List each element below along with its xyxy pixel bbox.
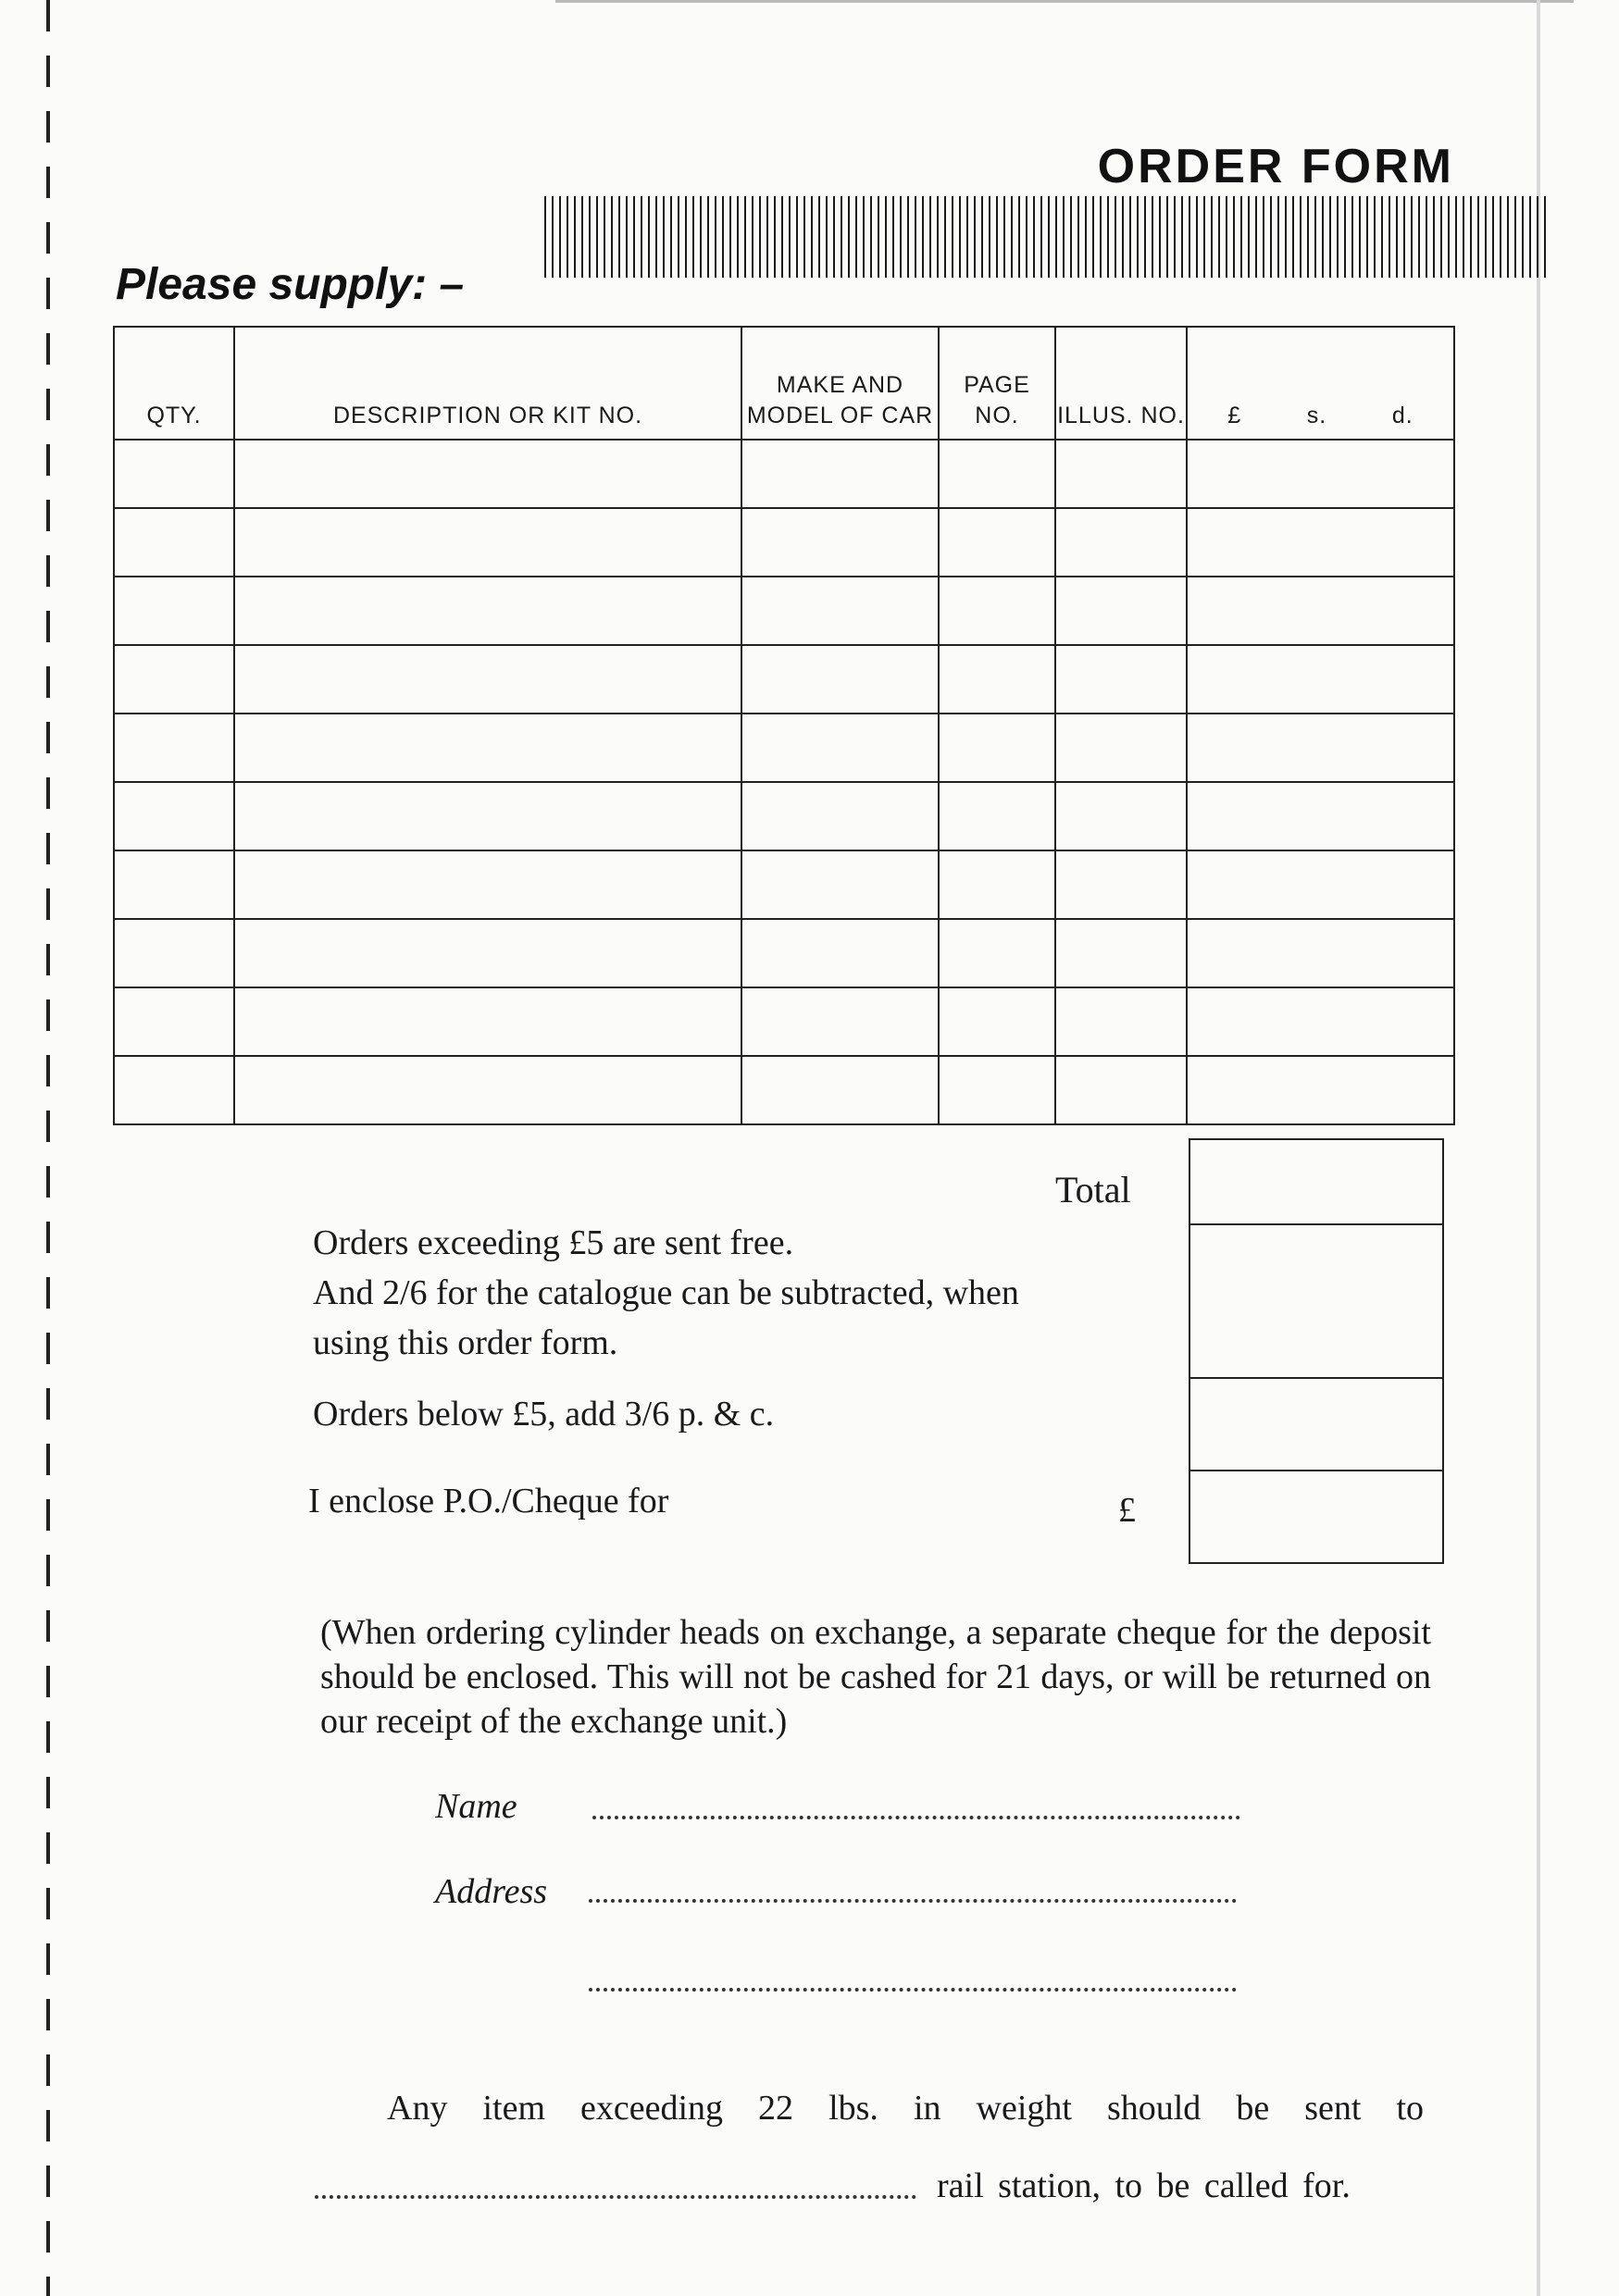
make-model-cell[interactable] — [741, 987, 939, 1056]
description-cell[interactable] — [234, 782, 741, 850]
rail-station-field[interactable] — [315, 2195, 916, 2199]
table-row — [114, 782, 1454, 850]
illus-no-cell[interactable] — [1055, 577, 1187, 645]
price-cell[interactable] — [1187, 577, 1454, 645]
table-row — [114, 714, 1454, 782]
catalogue-note-line1: And 2/6 for the catalogue can be subtracted, when — [313, 1273, 1019, 1312]
address-field-line1[interactable] — [589, 1899, 1237, 1903]
price-cell[interactable] — [1187, 508, 1454, 577]
page-no-cell[interactable] — [939, 577, 1055, 645]
illus-no-cell[interactable] — [1055, 850, 1187, 919]
table-row — [114, 577, 1454, 645]
name-label: Name — [435, 1787, 517, 1826]
page-no-cell[interactable] — [939, 645, 1055, 714]
description-cell[interactable] — [234, 508, 741, 577]
weight-note-line1: Any item exceeding 22 lbs. in weight should be sent to — [387, 2089, 1424, 2128]
address-label: Address — [435, 1872, 548, 1911]
page-no-cell[interactable] — [939, 440, 1055, 508]
page-no-cell[interactable] — [939, 987, 1055, 1056]
illus-no-cell[interactable] — [1055, 782, 1187, 850]
page-no-cell[interactable] — [939, 850, 1055, 919]
illus-no-cell[interactable] — [1055, 1056, 1187, 1124]
name-field[interactable] — [592, 1816, 1240, 1819]
description-cell[interactable] — [234, 1056, 741, 1124]
description-cell[interactable] — [234, 577, 741, 645]
table-row — [114, 440, 1454, 508]
make-model-cell[interactable] — [741, 850, 939, 919]
qty-cell[interactable] — [114, 508, 234, 577]
make-model-cell[interactable] — [741, 1056, 939, 1124]
illus-no-cell[interactable] — [1055, 645, 1187, 714]
price-cell[interactable] — [1187, 440, 1454, 508]
make-model-cell[interactable] — [741, 508, 939, 577]
qty-cell[interactable] — [114, 987, 234, 1056]
enclose-label: I enclose P.O./Cheque for — [308, 1482, 669, 1520]
make-model-cell[interactable] — [741, 782, 939, 850]
page-top-edge — [555, 0, 1574, 3]
price-cell[interactable] — [1187, 645, 1454, 714]
enclosed-amount-box[interactable] — [1189, 1470, 1444, 1564]
qty-cell[interactable] — [114, 714, 234, 782]
page-no-header: PAGE NO. — [939, 327, 1055, 440]
perforation-edge — [46, 0, 50, 2296]
description-cell[interactable] — [234, 919, 741, 987]
illus-no-cell[interactable] — [1055, 508, 1187, 577]
price-cell[interactable] — [1187, 714, 1454, 782]
decorative-stripes — [544, 196, 1546, 278]
qty-cell[interactable] — [114, 919, 234, 987]
table-row — [114, 508, 1454, 577]
table-row — [114, 850, 1454, 919]
description-cell[interactable] — [234, 987, 741, 1056]
description-cell[interactable] — [234, 850, 741, 919]
price-cell[interactable] — [1187, 850, 1454, 919]
table-header-row — [114, 327, 1454, 440]
description-cell[interactable] — [234, 645, 741, 714]
price-cell[interactable] — [1187, 919, 1454, 987]
qty-cell[interactable] — [114, 440, 234, 508]
make-model-cell[interactable] — [741, 714, 939, 782]
total-label: Total — [1055, 1169, 1131, 1210]
postage-box[interactable] — [1189, 1377, 1444, 1471]
make-model-cell[interactable] — [741, 577, 939, 645]
weight-note-line2: rail station, to be called for. — [937, 2166, 1351, 2205]
page-no-cell[interactable] — [939, 714, 1055, 782]
order-table — [113, 326, 1455, 1125]
qty-cell[interactable] — [114, 645, 234, 714]
make-model-header: MAKE AND MODEL OF CAR — [741, 327, 939, 440]
order-table-body — [114, 440, 1454, 1124]
catalogue-deduction-box[interactable] — [1189, 1223, 1444, 1379]
total-boxes — [1189, 1140, 1444, 1564]
table-row — [114, 919, 1454, 987]
qty-header: QTY. — [114, 327, 234, 440]
pound-sign: £ — [1118, 1491, 1136, 1530]
pence-header: d. — [1391, 403, 1414, 428]
form-title: ORDER FORM — [1097, 140, 1454, 193]
price-cell[interactable] — [1187, 782, 1454, 850]
address-field-line2[interactable] — [589, 1988, 1237, 1992]
make-model-cell[interactable] — [741, 919, 939, 987]
illus-no-cell[interactable] — [1055, 714, 1187, 782]
qty-cell[interactable] — [114, 850, 234, 919]
page-no-cell[interactable] — [939, 508, 1055, 577]
qty-cell[interactable] — [114, 782, 234, 850]
page-no-cell[interactable] — [939, 919, 1055, 987]
price-cell[interactable] — [1187, 1056, 1454, 1124]
illus-no-cell[interactable] — [1055, 440, 1187, 508]
qty-cell[interactable] — [114, 1056, 234, 1124]
illus-no-header: ILLUS. NO. — [1055, 327, 1187, 440]
table-row — [114, 645, 1454, 714]
postage-notes — [313, 1218, 1019, 1368]
pounds-header: £ — [1227, 403, 1242, 428]
page-right-edge — [1537, 0, 1540, 2296]
description-header: DESCRIPTION OR KIT NO. — [234, 327, 741, 440]
below-five-note: Orders below £5, add 3/6 p. & c. — [313, 1395, 775, 1433]
total-box[interactable] — [1189, 1138, 1444, 1225]
illus-no-cell[interactable] — [1055, 919, 1187, 987]
illus-no-cell[interactable] — [1055, 987, 1187, 1056]
please-supply-heading: Please supply: – — [116, 260, 465, 309]
price-cell[interactable] — [1187, 987, 1454, 1056]
free-postage-note: Orders exceeding £5 are sent free. — [313, 1223, 794, 1262]
table-row — [114, 987, 1454, 1056]
table-row — [114, 1056, 1454, 1124]
catalogue-note-line2: using this order form. — [313, 1323, 618, 1362]
make-model-cell[interactable] — [741, 645, 939, 714]
exchange-note: (When ordering cylinder heads on exchange, a separate cheque for the deposit should be enclosed. This will not be cashed for 21 days, or will be returned on our receipt of the exchange unit.) — [320, 1613, 1431, 1741]
qty-cell[interactable] — [114, 577, 234, 645]
description-cell[interactable] — [234, 714, 741, 782]
make-model-cell[interactable] — [741, 440, 939, 508]
description-cell[interactable] — [234, 440, 741, 508]
lsd-header — [1187, 327, 1454, 440]
page-no-cell[interactable] — [939, 1056, 1055, 1124]
page-no-cell[interactable] — [939, 782, 1055, 850]
shillings-header: s. — [1306, 403, 1327, 428]
